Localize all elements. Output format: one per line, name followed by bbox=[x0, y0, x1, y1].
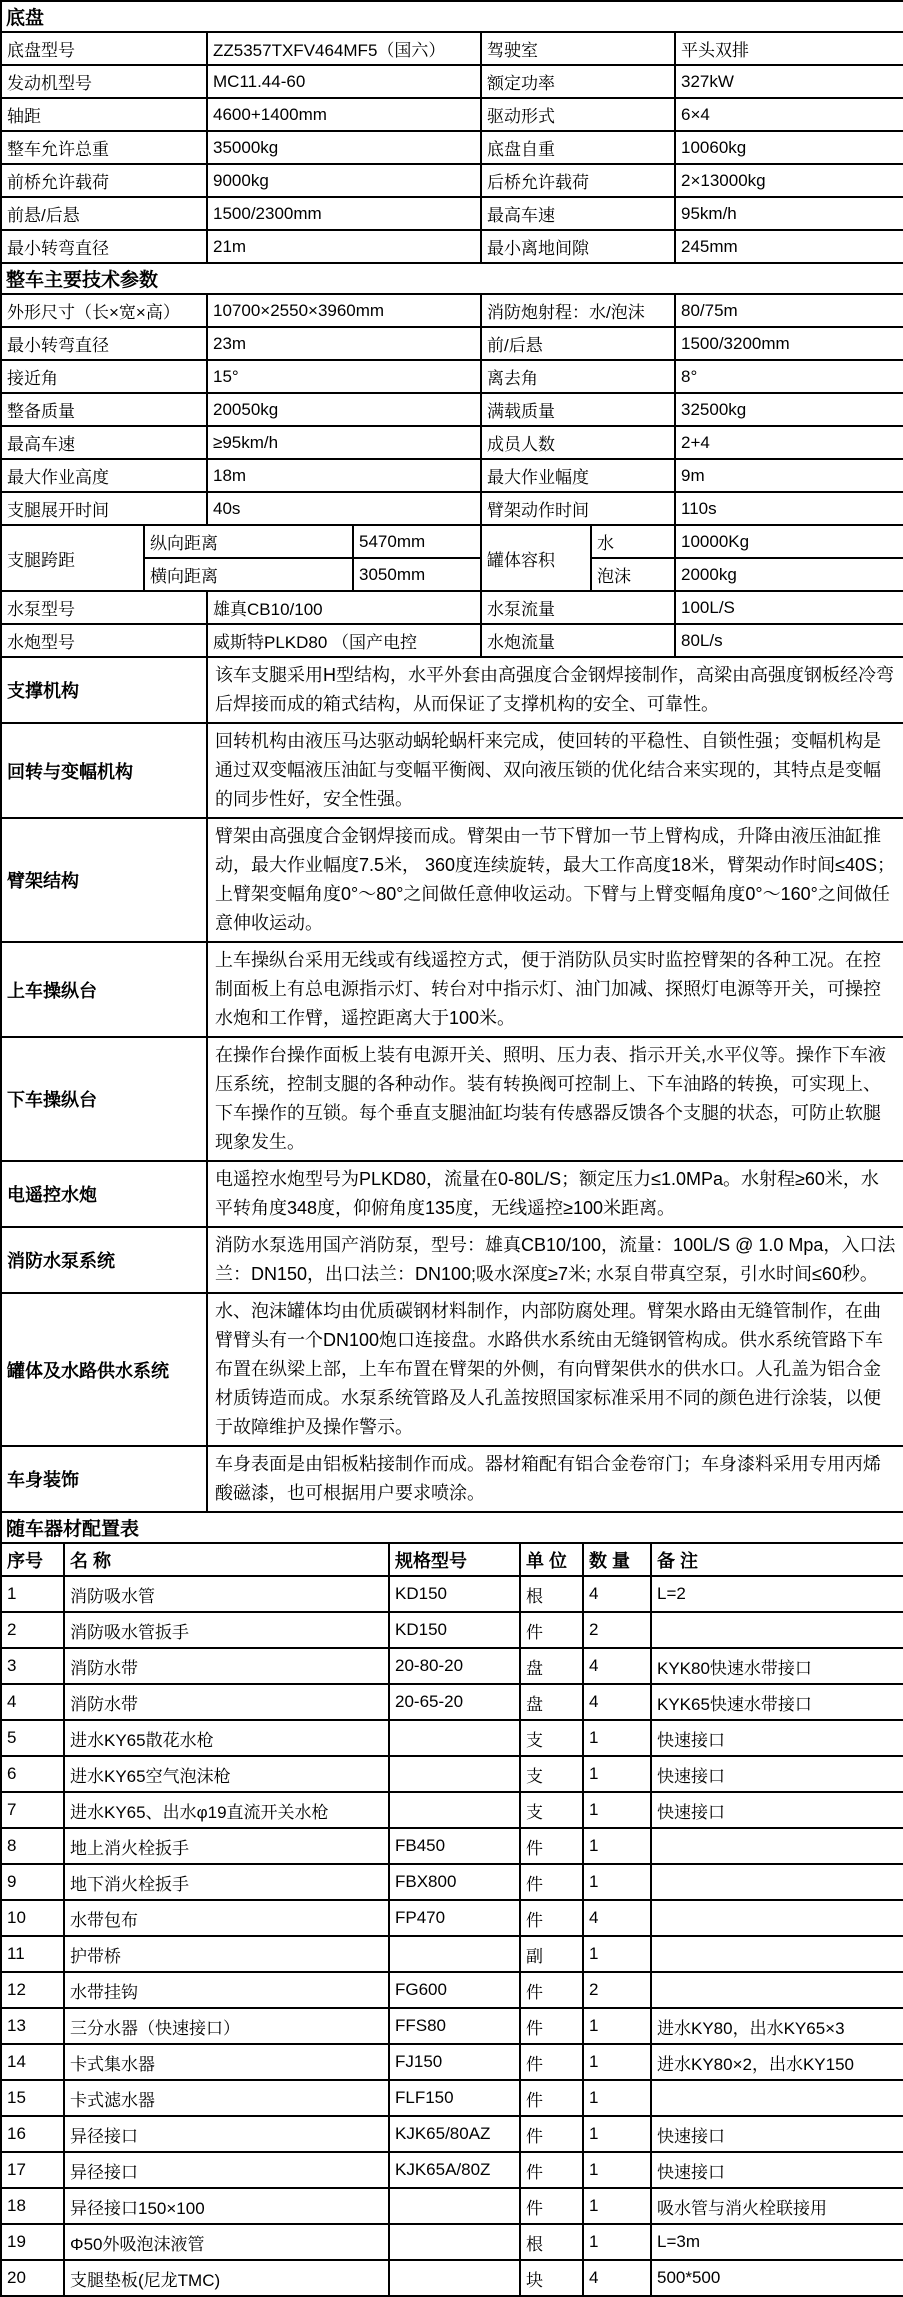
cell-model bbox=[389, 1936, 520, 1972]
cell-name: 消防水带 bbox=[64, 1684, 389, 1720]
cell-no: 9 bbox=[1, 1864, 64, 1900]
cell-name: 地上消火栓扳手 bbox=[64, 1828, 389, 1864]
cell-no: 15 bbox=[1, 2080, 64, 2116]
table-row bbox=[1, 942, 903, 1037]
cell-no: 17 bbox=[1, 2152, 64, 2188]
cell-no: 6 bbox=[1, 1756, 64, 1792]
col-header-name: 名 称 bbox=[64, 1543, 389, 1576]
spec-label: 发动机型号 bbox=[1, 65, 207, 98]
cell-qty: 4 bbox=[583, 1648, 651, 1684]
spec-value: ZZ5357TXFV464MF5（国六） bbox=[207, 32, 481, 65]
table-row bbox=[1, 1037, 903, 1161]
spec-sublabel: 纵向距离 bbox=[144, 525, 353, 558]
spec-label: 前桥允许载荷 bbox=[1, 164, 207, 197]
cell-unit: 支 bbox=[520, 1792, 583, 1828]
cell-model: FLF150 bbox=[389, 2080, 520, 2116]
table-row bbox=[1, 525, 903, 558]
table-row bbox=[1, 230, 903, 263]
chassis-table bbox=[0, 0, 903, 264]
cell-note: 快速接口 bbox=[651, 2152, 903, 2188]
cell-model bbox=[389, 2224, 520, 2260]
spec-value: 4600+1400mm bbox=[207, 98, 481, 131]
cell-unit: 件 bbox=[520, 1864, 583, 1900]
cell-model: 20-65-20 bbox=[389, 1684, 520, 1720]
spec-value: 23m bbox=[207, 327, 481, 360]
spec-value: 9m bbox=[675, 459, 903, 492]
cell-name: 消防水带 bbox=[64, 1648, 389, 1684]
desc-label: 上车操纵台 bbox=[1, 942, 207, 1037]
spec-value: 95km/h bbox=[675, 197, 903, 230]
spec-label: 水炮型号 bbox=[1, 624, 207, 657]
cell-no: 3 bbox=[1, 1648, 64, 1684]
cell-qty: 1 bbox=[583, 1936, 651, 1972]
parameters-table bbox=[0, 262, 903, 1513]
cell-model bbox=[389, 1720, 520, 1756]
spec-label: 水泵型号 bbox=[1, 591, 207, 624]
spec-value: ≥95km/h bbox=[207, 426, 481, 459]
cell-qty: 1 bbox=[583, 2224, 651, 2260]
table-row bbox=[1, 360, 903, 393]
spec-label: 成员人数 bbox=[481, 426, 675, 459]
spec-label: 最小离地间隙 bbox=[481, 230, 675, 263]
spec-label: 最大作业高度 bbox=[1, 459, 207, 492]
cell-no: 10 bbox=[1, 1900, 64, 1936]
cell-name: 水带挂钩 bbox=[64, 1972, 389, 2008]
col-header-no: 序号 bbox=[1, 1543, 64, 1576]
cell-no: 5 bbox=[1, 1720, 64, 1756]
desc-text: 上车操纵台采用无线或有线遥控方式，便于消防队员实时监控臂架的各种工况。在控制面板上有总电源指示灯、转台对中指示灯、油门加减、探照灯电源等开关，可操控水炮和工作臂，遥控距离大于100米。 bbox=[207, 942, 903, 1037]
cell-unit: 支 bbox=[520, 1720, 583, 1756]
cell-name: 进水KY65空气泡沫枪 bbox=[64, 1756, 389, 1792]
table-row bbox=[1, 492, 903, 525]
spec-label: 底盘自重 bbox=[481, 131, 675, 164]
cell-name: 消防吸水管 bbox=[64, 1576, 389, 1612]
cell-model bbox=[389, 2188, 520, 2224]
spec-label: 底盘型号 bbox=[1, 32, 207, 65]
equipment-table bbox=[0, 1511, 903, 2297]
spec-value: 245mm bbox=[675, 230, 903, 263]
col-header-unit: 单 位 bbox=[520, 1543, 583, 1576]
table-row bbox=[1, 657, 903, 723]
desc-text: 该车支腿采用H型结构，水平外套由高强度合金钢焊接制作，高梁由高强度钢板经冷弯后焊接而成的箱式结构，从而保证了支撑机构的安全、可靠性。 bbox=[207, 657, 903, 723]
section-title-params: 整车主要技术参数 bbox=[1, 263, 903, 294]
desc-text: 电遥控水炮型号为PLKD80，流量在0-80L/S；额定压力≤1.0MPa。水射程≥60米，水平转角度348度，仰俯角度135度，无线遥控≥100米距离。 bbox=[207, 1161, 903, 1227]
cell-note: KYK80快速水带接口 bbox=[651, 1648, 903, 1684]
spec-value: 10700×2550×3960mm bbox=[207, 294, 481, 327]
cell-qty: 1 bbox=[583, 1792, 651, 1828]
cell-qty: 1 bbox=[583, 2188, 651, 2224]
spec-value: 威斯特PLKD80 （国产电控 bbox=[207, 624, 481, 657]
desc-text: 在操作台操作面板上装有电源开关、照明、压力表、指示开关,水平仪等。操作下车液压系统，控制支腿的各种动作。装有转换阀可控制上、下车油路的转换，可实现上、下车操作的互锁。每个垂直支腿油缸均装有传感器反馈各个支腿的状态，可防止软腿现象发生。 bbox=[207, 1037, 903, 1161]
cell-qty: 1 bbox=[583, 2008, 651, 2044]
table-row bbox=[1, 1648, 903, 1684]
table-row bbox=[1, 1792, 903, 1828]
spec-value: 15° bbox=[207, 360, 481, 393]
cell-qty: 2 bbox=[583, 1972, 651, 2008]
cell-qty: 1 bbox=[583, 1864, 651, 1900]
cell-model: FFS80 bbox=[389, 2008, 520, 2044]
cell-note bbox=[651, 1828, 903, 1864]
cell-model: FBX800 bbox=[389, 1864, 520, 1900]
table-row bbox=[1, 1161, 903, 1227]
spec-label: 满载质量 bbox=[481, 393, 675, 426]
table-row bbox=[1, 2152, 903, 2188]
spec-value: 平头双排 bbox=[675, 32, 903, 65]
table-header-row bbox=[1, 1543, 903, 1576]
cell-unit: 件 bbox=[520, 2008, 583, 2044]
cell-no: 14 bbox=[1, 2044, 64, 2080]
cell-note: 进水KY80，出水KY65×3 bbox=[651, 2008, 903, 2044]
cell-no: 7 bbox=[1, 1792, 64, 1828]
spec-sublabel: 水 bbox=[591, 525, 675, 558]
cell-note: 快速接口 bbox=[651, 1756, 903, 1792]
spec-value: 2×13000kg bbox=[675, 164, 903, 197]
table-row bbox=[1, 1612, 903, 1648]
table-row bbox=[1, 98, 903, 131]
table-row bbox=[1, 2116, 903, 2152]
spec-value: 110s bbox=[675, 492, 903, 525]
spec-label: 接近角 bbox=[1, 360, 207, 393]
spec-sublabel: 泡沫 bbox=[591, 558, 675, 591]
cell-qty: 4 bbox=[583, 1900, 651, 1936]
cell-name: Φ50外吸泡沫液管 bbox=[64, 2224, 389, 2260]
table-row bbox=[1, 723, 903, 818]
spec-label: 驱动形式 bbox=[481, 98, 675, 131]
cell-no: 18 bbox=[1, 2188, 64, 2224]
cell-unit: 副 bbox=[520, 1936, 583, 1972]
spec-label: 最高车速 bbox=[1, 426, 207, 459]
desc-text: 水、泡沫罐体均由优质碳钢材料制作，内部防腐处理。臂架水路由无缝管制作，在曲臂臂头有一个DN100炮口连接盘。水路供水系统由无缝钢管构成。供水系统管路下车布置在纵梁上部，上车布置在臂架的外侧，有向臂架供水的供水口。人孔盖为铝合金材质铸造而成。水泵系统管路及人孔盖按照国家标准采用不同的颜色进行涂装，以便于故障维护及操作警示。 bbox=[207, 1293, 903, 1446]
col-header-note: 备 注 bbox=[651, 1543, 903, 1576]
cell-model bbox=[389, 1792, 520, 1828]
table-row bbox=[1, 1756, 903, 1792]
cell-note bbox=[651, 1972, 903, 2008]
spec-label: 整备质量 bbox=[1, 393, 207, 426]
section-title-equipment: 随车器材配置表 bbox=[1, 1512, 903, 1543]
spec-value: 2000kg bbox=[675, 558, 903, 591]
cell-qty: 1 bbox=[583, 2080, 651, 2116]
table-row bbox=[1, 2188, 903, 2224]
cell-qty: 4 bbox=[583, 1684, 651, 1720]
spec-label: 离去角 bbox=[481, 360, 675, 393]
cell-name: 消防吸水管扳手 bbox=[64, 1612, 389, 1648]
desc-label: 罐体及水路供水系统 bbox=[1, 1293, 207, 1446]
cell-qty: 1 bbox=[583, 2044, 651, 2080]
cell-unit: 根 bbox=[520, 2224, 583, 2260]
cell-model: 20-80-20 bbox=[389, 1648, 520, 1684]
cell-qty: 4 bbox=[583, 1576, 651, 1612]
cell-note: 快速接口 bbox=[651, 1792, 903, 1828]
spec-value: 6×4 bbox=[675, 98, 903, 131]
spec-label: 轴距 bbox=[1, 98, 207, 131]
cell-unit: 件 bbox=[520, 2044, 583, 2080]
spec-value: 35000kg bbox=[207, 131, 481, 164]
section-title-chassis: 底盘 bbox=[1, 1, 903, 32]
cell-unit: 盘 bbox=[520, 1648, 583, 1684]
spec-value: 9000kg bbox=[207, 164, 481, 197]
cell-note: 吸水管与消火栓联接用 bbox=[651, 2188, 903, 2224]
cell-name: 异径接口 bbox=[64, 2116, 389, 2152]
table-row bbox=[1, 818, 903, 942]
cell-model: FG600 bbox=[389, 1972, 520, 2008]
table-row bbox=[1, 294, 903, 327]
table-row bbox=[1, 32, 903, 65]
spec-label: 最大作业幅度 bbox=[481, 459, 675, 492]
spec-label: 外形尺寸（长×宽×高） bbox=[1, 294, 207, 327]
col-header-model: 规格型号 bbox=[389, 1543, 520, 1576]
table-row bbox=[1, 591, 903, 624]
table-row bbox=[1, 1936, 903, 1972]
cell-no: 4 bbox=[1, 1684, 64, 1720]
desc-text: 臂架由高强度合金钢焊接而成。臂架由一节下臂加一节上臂构成，升降由液压油缸推动，最大作业幅度7.5米， 360度连续旋转，最大工作高度18米，臂架动作时间≤40S；上臂架变幅角度0°～80°之间做任意伸收运动。下臂与上臂变幅角度0°～160°之间做任意伸收运动。 bbox=[207, 818, 903, 942]
table-row bbox=[1, 1900, 903, 1936]
cell-unit: 支 bbox=[520, 1756, 583, 1792]
cell-model: KD150 bbox=[389, 1612, 520, 1648]
cell-name: 进水KY65、出水φ19直流开关水枪 bbox=[64, 1792, 389, 1828]
spec-value: 100L/S bbox=[675, 591, 903, 624]
cell-note bbox=[651, 2080, 903, 2116]
table-row bbox=[1, 459, 903, 492]
cell-model: KJK65A/80Z bbox=[389, 2152, 520, 2188]
cell-unit: 件 bbox=[520, 2116, 583, 2152]
table-row bbox=[1, 2044, 903, 2080]
spec-label: 整车允许总重 bbox=[1, 131, 207, 164]
cell-no: 13 bbox=[1, 2008, 64, 2044]
spec-sublabel: 横向距离 bbox=[144, 558, 353, 591]
table-row bbox=[1, 2224, 903, 2260]
cell-note bbox=[651, 1936, 903, 1972]
cell-qty: 2 bbox=[583, 1612, 651, 1648]
cell-qty: 1 bbox=[583, 2152, 651, 2188]
cell-unit: 块 bbox=[520, 2260, 583, 2296]
cell-model: FP470 bbox=[389, 1900, 520, 1936]
cell-qty: 1 bbox=[583, 2116, 651, 2152]
cell-name: 地下消火栓扳手 bbox=[64, 1864, 389, 1900]
spec-label: 前悬/后悬 bbox=[1, 197, 207, 230]
spec-label: 水泵流量 bbox=[481, 591, 675, 624]
table-row bbox=[1, 164, 903, 197]
cell-name: 卡式集水器 bbox=[64, 2044, 389, 2080]
spec-value: 18m bbox=[207, 459, 481, 492]
cell-unit: 盘 bbox=[520, 1684, 583, 1720]
cell-model: KD150 bbox=[389, 1576, 520, 1612]
cell-note: L=2 bbox=[651, 1576, 903, 1612]
cell-note: 快速接口 bbox=[651, 2116, 903, 2152]
cell-note bbox=[651, 1900, 903, 1936]
table-row bbox=[1, 1720, 903, 1756]
cell-qty: 4 bbox=[583, 2260, 651, 2296]
desc-label: 电遥控水炮 bbox=[1, 1161, 207, 1227]
table-row bbox=[1, 1446, 903, 1512]
spec-value: 2+4 bbox=[675, 426, 903, 459]
cell-qty: 1 bbox=[583, 1720, 651, 1756]
cell-unit: 件 bbox=[520, 1828, 583, 1864]
cell-unit: 件 bbox=[520, 1900, 583, 1936]
cell-name: 水带包布 bbox=[64, 1900, 389, 1936]
cell-model bbox=[389, 1756, 520, 1792]
table-row bbox=[1, 1576, 903, 1612]
spec-label: 罐体容积 bbox=[481, 525, 591, 591]
table-row bbox=[1, 2080, 903, 2116]
cell-unit: 件 bbox=[520, 2152, 583, 2188]
cell-note: KYK65快速水带接口 bbox=[651, 1684, 903, 1720]
spec-label: 水炮流量 bbox=[481, 624, 675, 657]
desc-text: 车身表面是由铝板粘接制作而成。器材箱配有铝合金卷帘门；车身漆料采用专用丙烯酸磁漆，也可根据用户要求喷涂。 bbox=[207, 1446, 903, 1512]
cell-unit: 根 bbox=[520, 1576, 583, 1612]
spec-value: 5470mm bbox=[353, 525, 481, 558]
desc-label: 臂架结构 bbox=[1, 818, 207, 942]
desc-text: 消防水泵选用国产消防泵，型号：雄真CB10/100，流量：100L/S @ 1.0 Mpa，入口法兰：DN150，出口法兰：DN100;吸水深度≥7米; 水泵自带真空泵，引水时间≤60秒。 bbox=[207, 1227, 903, 1293]
cell-name: 支腿垫板(尼龙TMC) bbox=[64, 2260, 389, 2296]
cell-note: 进水KY80×2，出水KY150 bbox=[651, 2044, 903, 2080]
spec-value: 80/75m bbox=[675, 294, 903, 327]
desc-label: 下车操纵台 bbox=[1, 1037, 207, 1161]
spec-value: 3050mm bbox=[353, 558, 481, 591]
spec-label: 消防炮射程：水/泡沫 bbox=[481, 294, 675, 327]
cell-name: 卡式滤水器 bbox=[64, 2080, 389, 2116]
cell-name: 三分水器（快速接口） bbox=[64, 2008, 389, 2044]
spec-value: MC11.44-60 bbox=[207, 65, 481, 98]
table-row bbox=[1, 65, 903, 98]
spec-label: 支腿展开时间 bbox=[1, 492, 207, 525]
cell-no: 12 bbox=[1, 1972, 64, 2008]
spec-value: 10060kg bbox=[675, 131, 903, 164]
desc-label: 消防水泵系统 bbox=[1, 1227, 207, 1293]
table-row bbox=[1, 131, 903, 164]
cell-no: 2 bbox=[1, 1612, 64, 1648]
spec-value: 20050kg bbox=[207, 393, 481, 426]
cell-note bbox=[651, 1864, 903, 1900]
cell-no: 11 bbox=[1, 1936, 64, 1972]
table-row bbox=[1, 624, 903, 657]
spec-value: 8° bbox=[675, 360, 903, 393]
cell-qty: 1 bbox=[583, 1756, 651, 1792]
cell-note: L=3m bbox=[651, 2224, 903, 2260]
spec-value: 10000Kg bbox=[675, 525, 903, 558]
spec-value: 21m bbox=[207, 230, 481, 263]
cell-model bbox=[389, 2260, 520, 2296]
cell-unit: 件 bbox=[520, 1612, 583, 1648]
table-row bbox=[1, 1227, 903, 1293]
spec-value: 327kW bbox=[675, 65, 903, 98]
spec-label: 最高车速 bbox=[481, 197, 675, 230]
cell-no: 20 bbox=[1, 2260, 64, 2296]
table-row bbox=[1, 426, 903, 459]
table-row bbox=[1, 2260, 903, 2296]
cell-note bbox=[651, 1612, 903, 1648]
spec-label: 驾驶室 bbox=[481, 32, 675, 65]
table-row bbox=[1, 2008, 903, 2044]
table-row bbox=[1, 1972, 903, 2008]
spec-label: 最小转弯直径 bbox=[1, 230, 207, 263]
table-row bbox=[1, 327, 903, 360]
cell-qty: 1 bbox=[583, 1828, 651, 1864]
table-row bbox=[1, 1293, 903, 1446]
spec-value: 1500/2300mm bbox=[207, 197, 481, 230]
table-row bbox=[1, 1864, 903, 1900]
cell-name: 进水KY65散花水枪 bbox=[64, 1720, 389, 1756]
desc-label: 车身装饰 bbox=[1, 1446, 207, 1512]
desc-text: 回转机构由液压马达驱动蜗轮蜗杆来完成，使回转的平稳性、自锁性强；变幅机构是通过双变幅液压油缸与变幅平衡阀、双向液压锁的优化结合来实现的，其特点是变幅的同步性好，安全性强。 bbox=[207, 723, 903, 818]
cell-unit: 件 bbox=[520, 1972, 583, 2008]
cell-note: 500*500 bbox=[651, 2260, 903, 2296]
table-row bbox=[1, 1828, 903, 1864]
cell-model: FB450 bbox=[389, 1828, 520, 1864]
spec-label: 额定功率 bbox=[481, 65, 675, 98]
col-header-qty: 数 量 bbox=[583, 1543, 651, 1576]
cell-no: 1 bbox=[1, 1576, 64, 1612]
cell-name: 异径接口150×100 bbox=[64, 2188, 389, 2224]
spec-value: 雄真CB10/100 bbox=[207, 591, 481, 624]
cell-name: 异径接口 bbox=[64, 2152, 389, 2188]
cell-no: 16 bbox=[1, 2116, 64, 2152]
spec-value: 1500/3200mm bbox=[675, 327, 903, 360]
spec-value: 32500kg bbox=[675, 393, 903, 426]
spec-value: 40s bbox=[207, 492, 481, 525]
cell-model: FJ150 bbox=[389, 2044, 520, 2080]
table-row bbox=[1, 1684, 903, 1720]
table-row bbox=[1, 197, 903, 230]
cell-no: 19 bbox=[1, 2224, 64, 2260]
cell-name: 护带桥 bbox=[64, 1936, 389, 1972]
cell-no: 8 bbox=[1, 1828, 64, 1864]
cell-note: 快速接口 bbox=[651, 1720, 903, 1756]
cell-unit: 件 bbox=[520, 2080, 583, 2116]
spec-label: 支腿跨距 bbox=[1, 525, 144, 591]
spec-value: 80L/s bbox=[675, 624, 903, 657]
desc-label: 支撑机构 bbox=[1, 657, 207, 723]
desc-label: 回转与变幅机构 bbox=[1, 723, 207, 818]
table-row bbox=[1, 393, 903, 426]
cell-model: KJK65/80AZ bbox=[389, 2116, 520, 2152]
spec-label: 后桥允许载荷 bbox=[481, 164, 675, 197]
cell-unit: 件 bbox=[520, 2188, 583, 2224]
spec-label: 前/后悬 bbox=[481, 327, 675, 360]
spec-label: 最小转弯直径 bbox=[1, 327, 207, 360]
spec-label: 臂架动作时间 bbox=[481, 492, 675, 525]
